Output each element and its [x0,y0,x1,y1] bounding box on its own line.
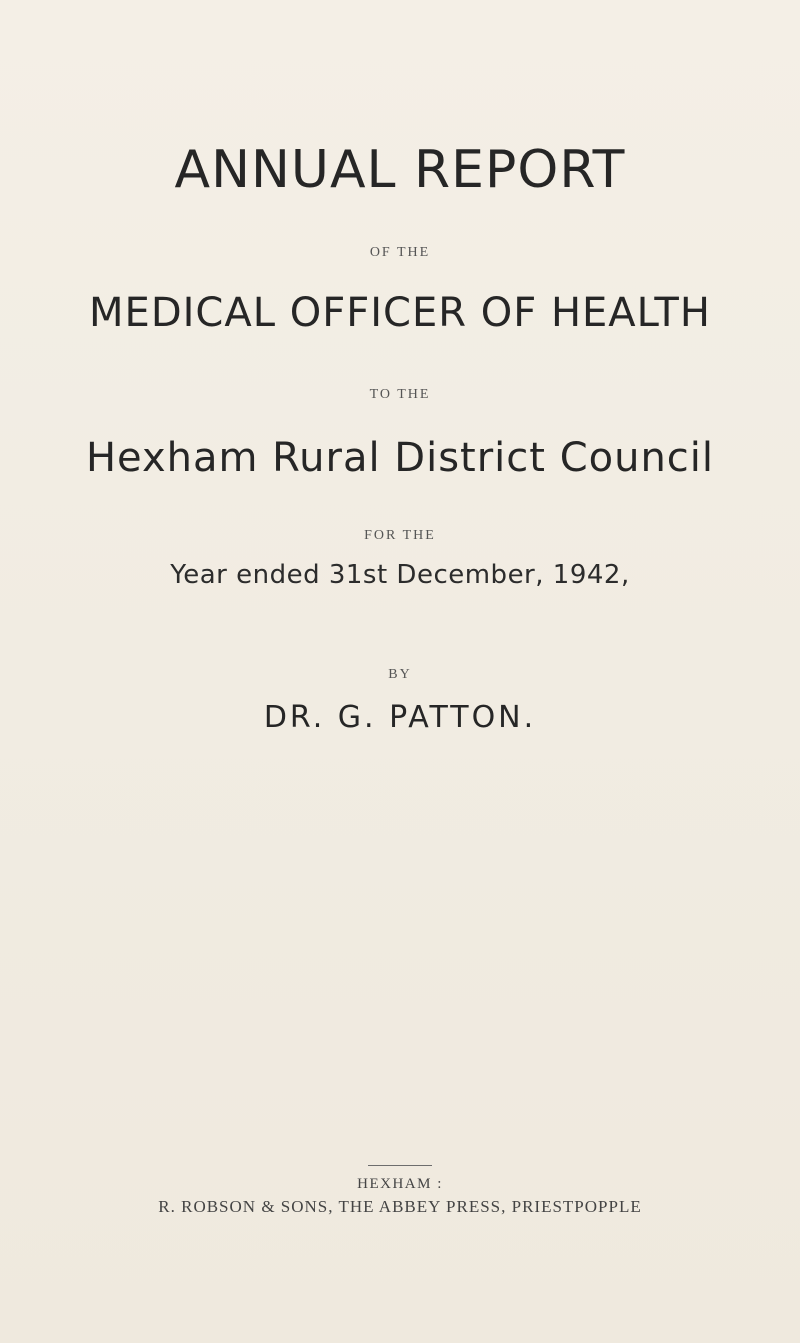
connector-for-the: FOR THE [364,528,436,543]
imprint-place: HEXHAM : [357,1176,443,1192]
connector-of-the: OF THE [369,245,431,260]
report-subtitle: MEDICAL OFFICER OF HEALTH [89,290,711,336]
imprint-divider [368,1165,432,1166]
connector-by: BY [388,667,412,682]
report-title: ANNUAL REPORT [174,140,626,200]
report-author: DR. G. PATTON. [263,700,537,735]
council-name: Hexham Rural District Council [85,435,715,481]
imprint-printer: R. ROBSON & SONS, THE ABBEY PRESS, PRIESTPOPPLE [158,1197,642,1216]
report-year-line: Year ended 31st December, 1942, [170,560,630,590]
connector-to-the: TO THE [369,387,431,402]
